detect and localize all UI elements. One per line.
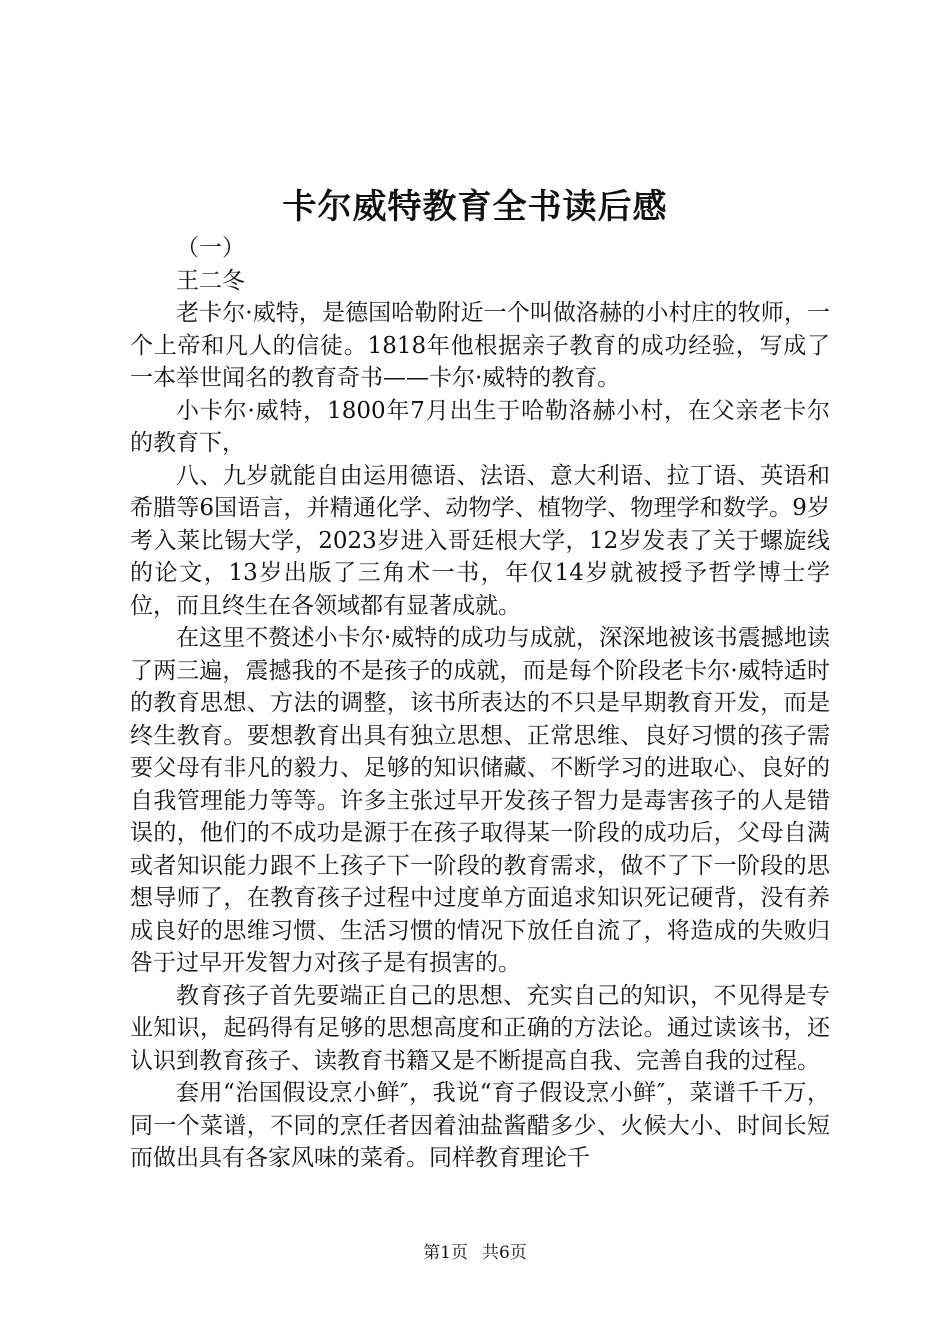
paragraph: 老卡尔·威特，是德国哈勒附近一个叫做洛赫的小村庄的牧师，一个上帝和凡人的信徒。1818年他根据亲子教育的成功经验，写成了一本举世闻名的教育奇书——卡尔·威特的教育。 xyxy=(130,300,830,391)
page-number: 第1页 xyxy=(423,1243,468,1263)
section-label: （一） xyxy=(176,235,245,261)
paragraph: 套用“治国假设烹小鲜″，我说“育子假设烹小鲜″，菜谱千千万，同一个菜谱，不同的烹任者因着油盐酱醋多少、火候大小、时间长短而做出具有各家风味的菜肴。同样教育理论千 xyxy=(130,1080,830,1171)
paragraph: 小卡尔·威特，1800年7月出生于哈勒洛赫小村，在父亲老卡尔的教育下， xyxy=(130,397,830,456)
page-total: 共6页 xyxy=(482,1243,527,1263)
paragraph: 教育孩子首先要端正自己的思想、充实自己的知识，不见得是专业知识，起码得有足够的思想高度和正确的方法论。通过读该书，还认识到教育孩子、读教育书籍又是不断提高自我、完善自我的过程。 xyxy=(130,982,830,1074)
paragraph: 八、九岁就能自由运用德语、法语、意大利语、拉丁语、英语和希腊等6国语言，并精通化学、动物学、植物学、物理学和数学。9岁考入莱比锡大学，2023岁进入哥廷根大学，12岁发表了关于螺旋线的论文，13岁出版了三角术一书，年仅14岁就被授予哲学博士学位，而且终生在各领域都有显著成就。 xyxy=(130,462,830,619)
page-footer xyxy=(0,1241,950,1265)
document-body xyxy=(130,232,830,1175)
paragraph: 在这里不赘述小卡尔·威特的成功与成就，深深地被该书震撼地读了两三遍，震撼我的不是孩子的成就，而是每个阶段老卡尔·威特适时的教育思想、方法的调整，该书所表达的不只是早期教育开发，而是终生教育。要想教育出具有独立思想、正常思维、良好习惯的孩子需要父母有非凡的毅力、足够的知识储藏、不断学习的进取心、良好的自我管理能力等等。许多主张过早开发孩子智力是毒害孩子的人是错误的，他们的不成功是源于在孩子取得某一阶段的成功后，父母自满或者知识能力跟不上孩子下一阶段的教育需求，做不了下一阶段的思想导师了，在教育孩子过程中过度单方面追求知识死记硬背，没有养成良好的思维习惯、生活习惯的情况下放任自流了，将造成的失败归咎于过早开发智力对孩子是有损害的。 xyxy=(130,625,830,976)
author-name: 王二冬 xyxy=(176,267,245,294)
document-title: 卡尔威特教育全书读后感 xyxy=(282,187,668,227)
